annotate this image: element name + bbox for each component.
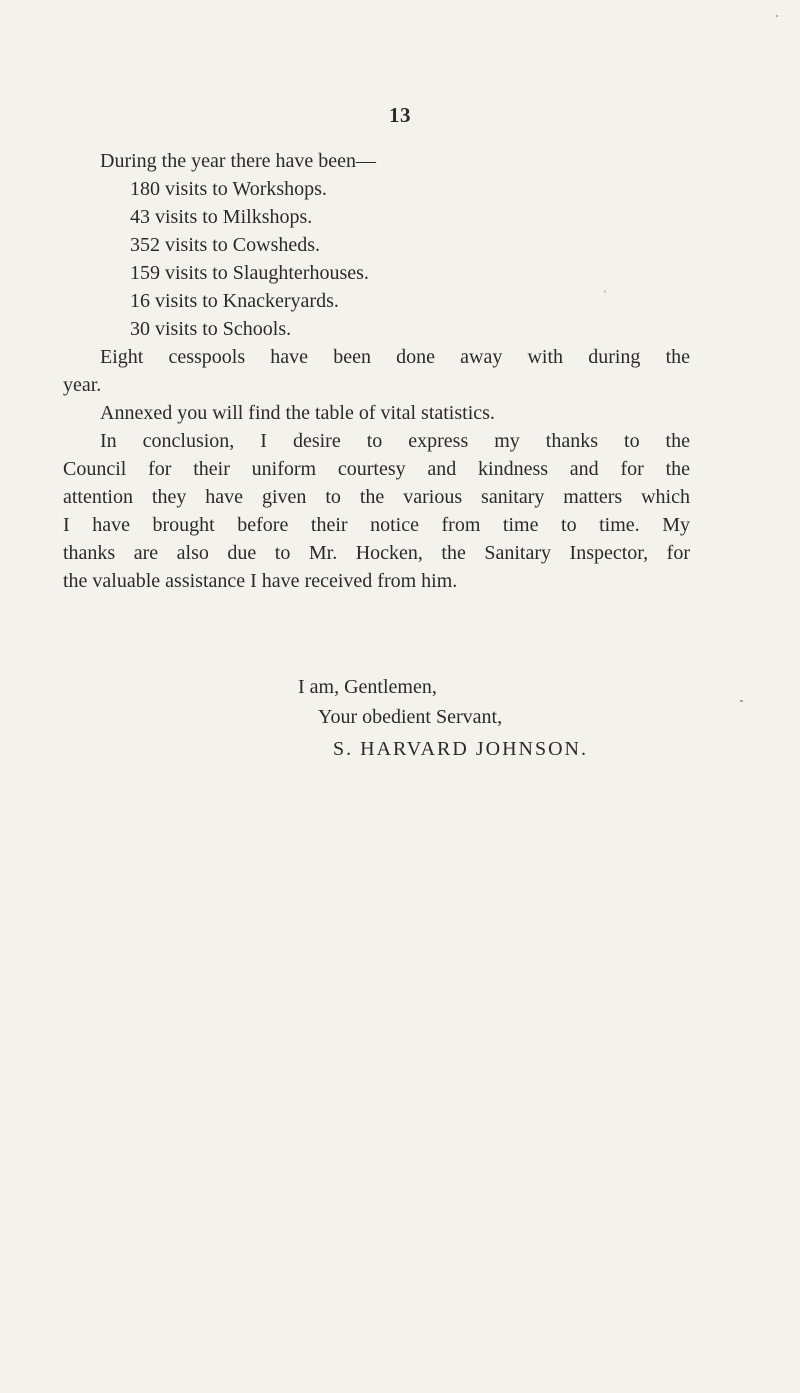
visit-count: 16: [130, 290, 150, 312]
salutation: I am, Gentlemen,: [298, 676, 437, 698]
valediction: Your obedient Servant,: [318, 706, 503, 728]
conclusion-line-3: attention they have given to the various sanitary matters which: [63, 486, 690, 508]
conclusion-line-1: In conclusion, I desire to express my thanks to the: [100, 430, 690, 452]
cesspools-line-1: Eight cesspools have been done away with during the: [100, 346, 690, 368]
signature: S. HARVARD JOHNSON.: [333, 738, 588, 760]
report-body: [63, 147, 690, 595]
visit-text: visits to Knackeryards.: [155, 290, 339, 312]
visit-text: visits to Slaughterhouses.: [165, 262, 369, 284]
visit-count: 352: [130, 234, 160, 256]
conclusion-line-5: thanks are also due to Mr. Hocken, the Sanitary Inspector, for: [63, 542, 690, 564]
visit-text: visits to Workshops.: [165, 178, 327, 200]
cesspools-line-2: year.: [63, 374, 102, 396]
visit-text: visits to Milkshops.: [155, 206, 313, 228]
paper-speck: [604, 290, 606, 293]
visit-line: [63, 203, 690, 231]
visit-line: [63, 315, 690, 343]
visit-count: 159: [130, 262, 160, 284]
visit-count: 43: [130, 206, 150, 228]
visit-line: [63, 259, 690, 287]
visit-line: [63, 175, 690, 203]
annexed-line: Annexed you will find the table of vital statistics.: [100, 402, 495, 424]
visit-count: 30: [130, 318, 150, 340]
page-number: 13: [389, 103, 411, 127]
paper-speck: [740, 700, 743, 702]
intro-line: During the year there have been—: [100, 150, 376, 172]
visit-text: visits to Schools.: [155, 318, 292, 340]
conclusion-line-4: I have brought before their notice from time to time. My: [63, 514, 690, 536]
paper-speck: [776, 15, 778, 17]
conclusion-line-6: the valuable assistance I have received from him.: [63, 570, 458, 592]
visit-count: 180: [130, 178, 160, 200]
visit-text: visits to Cowsheds.: [165, 234, 321, 256]
visit-line: [63, 231, 690, 259]
conclusion-line-2: Council for their uniform courtesy and kindness and for the: [63, 458, 690, 480]
visit-line: [63, 287, 690, 315]
